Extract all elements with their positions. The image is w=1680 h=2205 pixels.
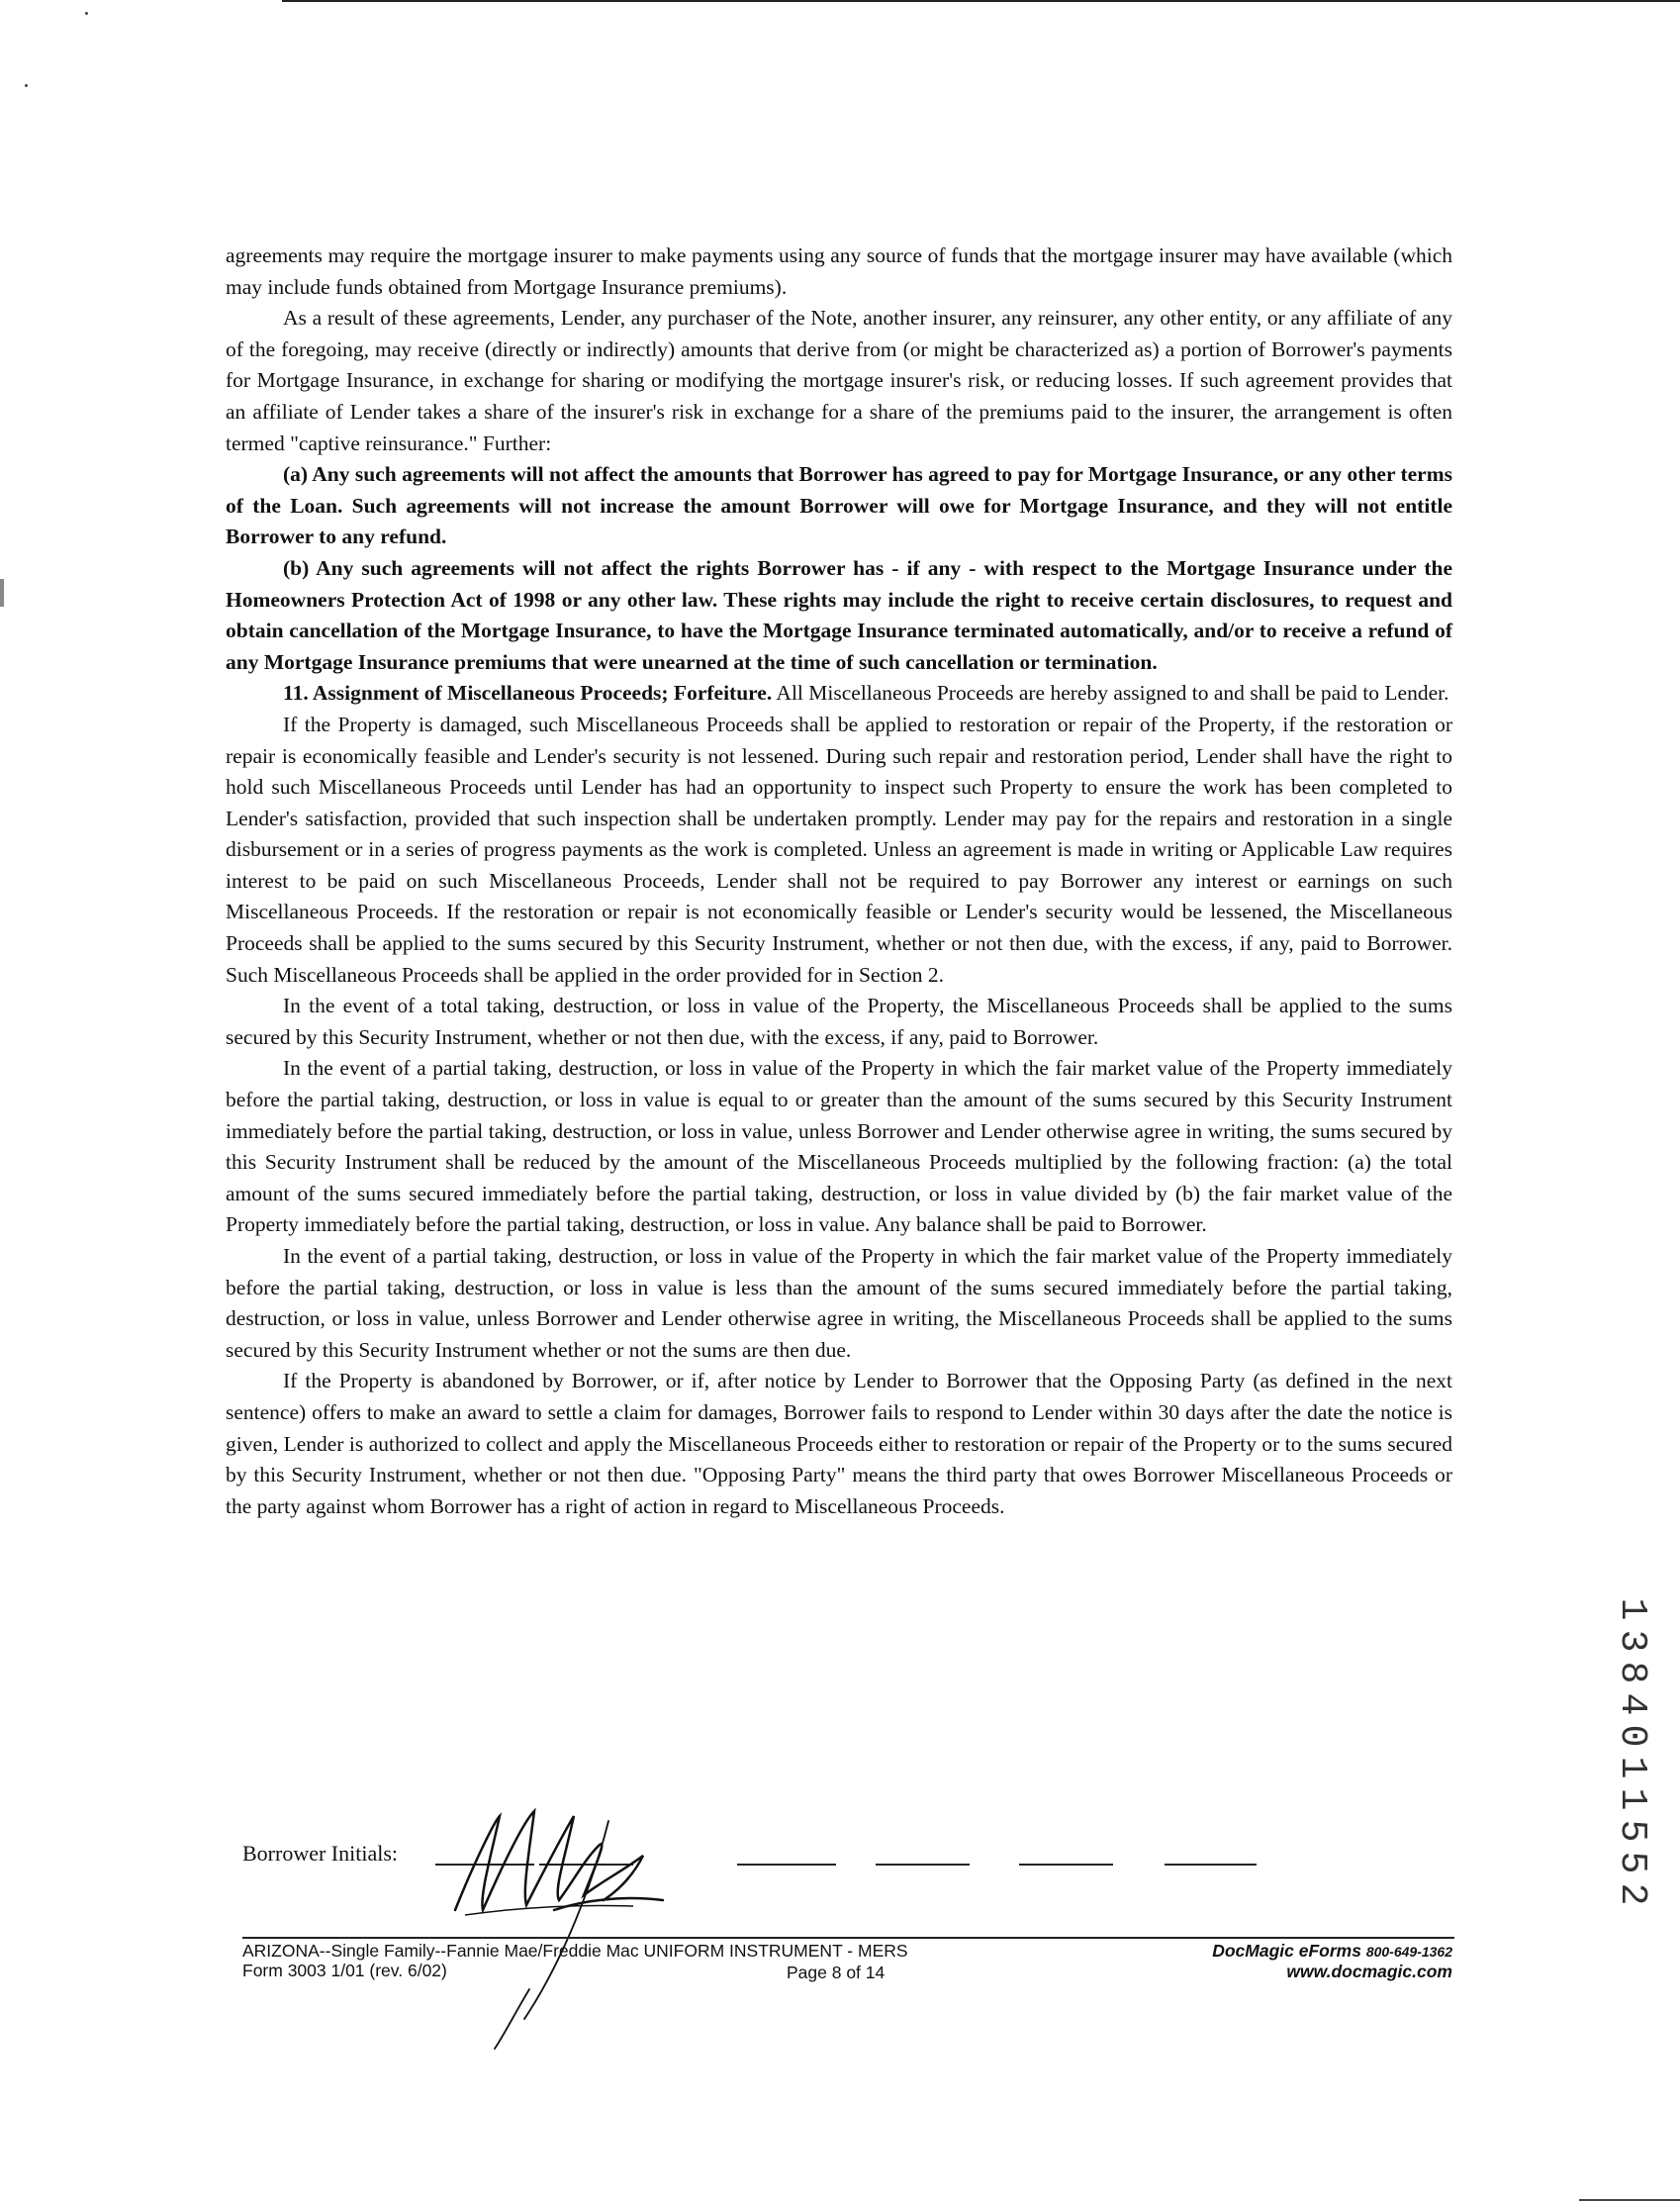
stamp-digit: 1 bbox=[1611, 1597, 1653, 1621]
stamp-digit: 2 bbox=[1611, 1882, 1653, 1906]
borrower-signature bbox=[435, 1801, 732, 2068]
paragraph-clause-a: (a) Any such agreements will not affect the amounts that Borrower has agreed to pay for Mortgage Insurance, or any other terms of the Loan. Such agreements will not increase the amount Borrower will owe for Mortgage Insurance, and they will not entitle Borrower to any refund. bbox=[226, 462, 1452, 549]
stamp-digit: 3 bbox=[1611, 1629, 1653, 1653]
borrower-initials-row bbox=[242, 1841, 1291, 1880]
scan-edge-mark bbox=[0, 579, 4, 607]
stamp-digit: 8 bbox=[1611, 1661, 1653, 1684]
stamp-digit: 0 bbox=[1611, 1724, 1653, 1748]
paragraph-property-damaged: If the Property is damaged, such Miscellaneous Proceeds shall be applied to restoration or repair of the Property, if the restoration or repair is economically feasible and Lender's security is not lessened. During such repair and restoration period, Lender shall have the right to hold such Miscellaneous Proceeds until Lender has had an opportunity to inspect such Property to ensure the work has been completed to Lender's satisfaction, provided that such inspection shall be undertaken promptly. Lender may pay for the repairs and restoration in a single disbursement or in a series of progress payments as the work is completed. Unless an agreement is made in writing or Applicable Law requires interest to be paid on such Miscellaneous Proceeds, Lender shall not be required to pay Borrower any interest or earnings on such Miscellaneous Proceeds. If the restoration or repair is not economically feasible or Lender's security would be lessened, the Miscellaneous Proceeds shall be applied to the sums secured by this Security Instrument, whether or not then due, with the excess, if any, paid to Borrower. Such Miscellaneous Proceeds shall be applied in the order provided for in Section 2. bbox=[226, 712, 1452, 987]
initials-line bbox=[1019, 1864, 1113, 1866]
paragraph-insurer-funds: agreements may require the mortgage insurer to make payments using any source of funds that the mortgage insurer may have available (which may include funds obtained from Mortgage Insurance premiums). bbox=[226, 243, 1452, 299]
stamp-digit: 4 bbox=[1611, 1692, 1653, 1716]
top-edge-rule bbox=[282, 0, 1680, 2]
stamp-digit: 1 bbox=[1611, 1756, 1653, 1779]
initials-line bbox=[1165, 1864, 1257, 1866]
paragraph-total-taking: In the event of a total taking, destruction, or loss in value of the Property, the Miscellaneous Proceeds shall be applied to the sums secured by this Security Instrument, whether or not then due, with the excess, if any, paid to Borrower. bbox=[226, 994, 1452, 1049]
footer-form-number: Form 3003 1/01 (rev. 6/02) bbox=[242, 1961, 447, 1980]
footer-page-number: Page 8 of 14 bbox=[787, 1963, 886, 1982]
stamp-digit: 5 bbox=[1611, 1819, 1653, 1843]
footer-form-info bbox=[242, 1941, 1093, 1980]
borrower-initials-label: Borrower Initials: bbox=[242, 1841, 399, 1866]
paragraph-property-abandoned: If the Property is abandoned by Borrower, or if, after notice by Lender to Borrower that the Opposing Party (as defined in the next sentence) offers to make an award to settle a claim for damages, Borrower fails to respond to Lender within 30 days after the date the notice is given, Lender is authorized to collect and apply the Miscellaneous Proceeds either to restoration or repair of the Property or to the sums secured by this Security Instrument, whether or not then due. "Opposing Party" means the third party that owes Borrower Miscellaneous Proceeds or the party against whom Borrower has a right of action in regard to Miscellaneous Proceeds. bbox=[226, 1369, 1452, 1518]
paragraph-clause-b: (b) Any such agreements will not affect the rights Borrower has - if any - with respect to the Mortgage Insurance under the Homeowners Protection Act of 1998 or any other law. These rights may include the right to receive certain disclosures, to request and obtain cancellation of the Mortgage Insurance, to have the Mortgage Insurance terminated automatically, and/or to receive a refund of any Mortgage Insurance premiums that were unearned at the time of such cancellation or termination. bbox=[226, 555, 1452, 674]
stamp-digit: 1 bbox=[1611, 1787, 1653, 1811]
document-stamp-number bbox=[1611, 1593, 1653, 1910]
paragraph-partial-taking-less: In the event of a partial taking, destruction, or loss in value of the Property in which the fair market value of the Property immediately before the partial taking, destruction, or loss in value is less than the amount of the sums secured immediately before the partial taking, destruction, or loss in value, unless Borrower and Lender otherwise agree in writing, the Miscellaneous Proceeds shall be applied to the sums secured by this Security Instrument whether or not the sums are then due. bbox=[226, 1244, 1452, 1362]
paragraph-section-11 bbox=[226, 678, 1452, 710]
initials-line bbox=[737, 1864, 836, 1866]
stamp-digit: 5 bbox=[1611, 1851, 1653, 1874]
section-11-text: All Miscellaneous Proceeds are hereby assigned to and shall be paid to Lender. bbox=[772, 681, 1449, 706]
scan-bottom-mark bbox=[1579, 2199, 1680, 2201]
scan-speck bbox=[25, 84, 28, 87]
section-11-heading: 11. Assignment of Miscellaneous Proceeds; Forfeiture. bbox=[283, 681, 773, 706]
scan-speck bbox=[85, 12, 88, 15]
document-body bbox=[226, 240, 1452, 1522]
paragraph-agreements-result: As a result of these agreements, Lender, any purchaser of the Note, another insurer, any reinsurer, any other entity, or any affiliate of any of the foregoing, may receive (directly or indirectly) amounts that derive from (or might be characterized as) a portion of Borrower's payments for Mortgage Insurance, in exchange for sharing or modifying the mortgage insurer's risk, or reducing losses. If such agreement provides that an affiliate of Lender takes a share of the insurer's risk in exchange for a share of the premiums paid to the insurer, the arrangement is often termed "captive reinsurance." Further: bbox=[226, 306, 1452, 455]
vendor-website: www.docmagic.com bbox=[1286, 1962, 1452, 1981]
paragraph-partial-taking-greater: In the event of a partial taking, destruction, or loss in value of the Property in which the fair market value of the Property immediately before the partial taking, destruction, or loss in value is equal to or greater than the amount of the sums secured by this Security Instrument immediately before the partial taking, destruction, or loss in value, unless Borrower and Lender otherwise agree in writing, the sums secured by this Security Instrument shall be reduced by the amount of the Miscellaneous Proceeds multiplied by the following fraction: (a) the total amount of the sums secured immediately before the partial taking, destruction, or loss in value divided by (b) the fair market value of the Property immediately before the partial taking, destruction, or loss in value. Any balance shall be paid to Borrower. bbox=[226, 1056, 1452, 1237]
footer-form-title: ARIZONA--Single Family--Fannie Mae/Freddie Mac UNIFORM INSTRUMENT - MERS bbox=[242, 1941, 908, 1961]
initials-line bbox=[876, 1864, 970, 1866]
vendor-phone: 800-649-1362 bbox=[1365, 1944, 1452, 1960]
vendor-brand: DocMagic eForms bbox=[1212, 1941, 1361, 1961]
footer-vendor bbox=[1212, 1941, 1452, 1981]
footer-rule bbox=[242, 1937, 1454, 1939]
